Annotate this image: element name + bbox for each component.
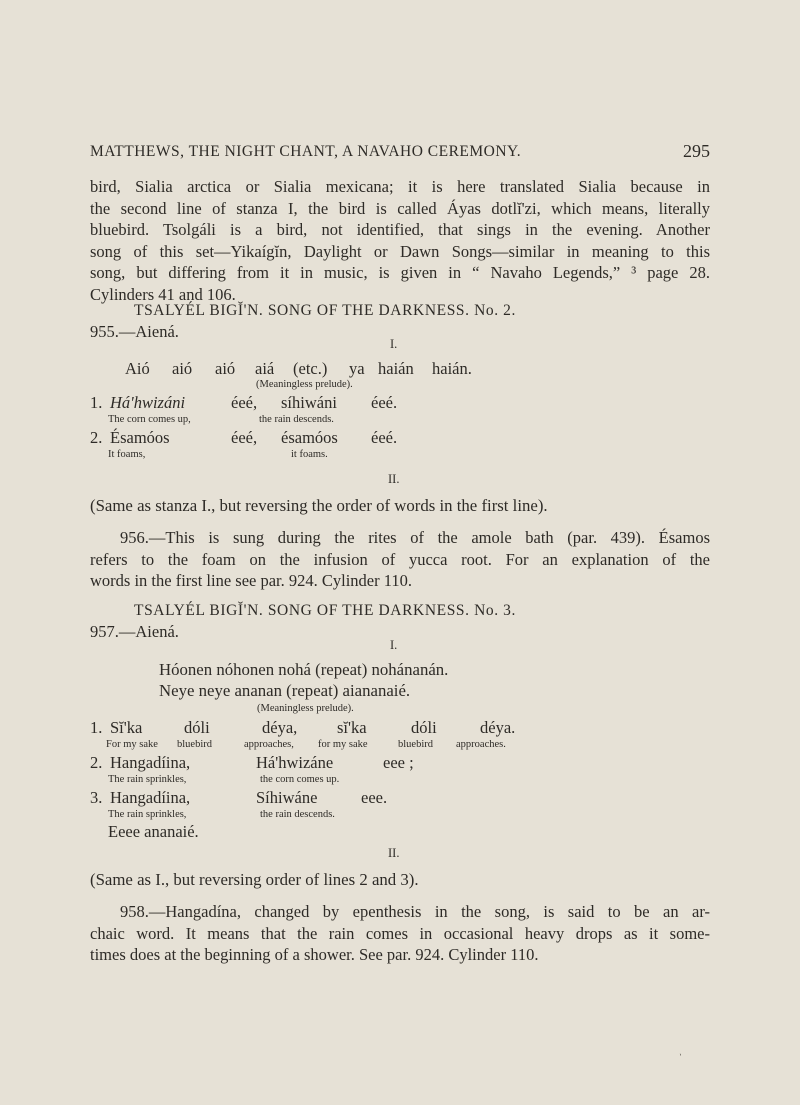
gloss: approaches. (456, 739, 506, 750)
gloss: bluebird (177, 739, 212, 750)
text-line: times does at the beginning of a shower. See par. 924. Cylinder 110. (90, 945, 539, 964)
prelude-line: Hóonen nóhonen nohá (repeat) nohánanán. (159, 660, 449, 679)
text-line: bird, Sialia arctica or Sialia mexicana; it is here translated Sialia because in (90, 177, 710, 196)
verse-word: éeé, (231, 393, 258, 412)
verse-word: Aió (125, 359, 150, 378)
text-line: song, but differing from it in music, is given in “ Navaho Legends,” ³ page 28. (90, 263, 710, 282)
running-title: MATTHEWS, THE NIGHT CHANT, A NAVAHO CEREMONY. (90, 143, 522, 160)
page-number: 295 (683, 141, 710, 161)
stanza-label: II. (388, 846, 400, 860)
gloss: The rain sprinkles, (108, 774, 187, 785)
line-number: 1. (90, 718, 103, 737)
paragraph-958 (90, 901, 710, 966)
verse-word: éeé, (231, 428, 258, 447)
line-number: 3. (90, 788, 103, 807)
verse-word: dóli (184, 718, 210, 737)
stanza-label: II. (388, 472, 400, 486)
verse-word: déya, (262, 718, 298, 737)
verse-word: Hangadíina, (110, 788, 191, 807)
verse-word: síhiwáni (281, 393, 337, 412)
stanza-label: I. (390, 337, 398, 351)
prelude-note: (Meaningless prelude). (256, 379, 353, 390)
prelude-note: (Meaningless prelude). (257, 703, 354, 714)
text-line: 958.—Hangadína, changed by epenthesis in the song, is said to be an ar- (120, 902, 710, 921)
paragraph-956 (90, 527, 710, 592)
line-number: 2. (90, 428, 103, 447)
text-line: chaic word. It means that the rain comes in occasional heavy drops as it some- (90, 923, 710, 943)
verse-word: éeé. (371, 428, 398, 447)
verse-word: déya. (480, 718, 516, 737)
gloss: For my sake (106, 739, 158, 750)
verse-word: éeé. (371, 393, 398, 412)
verse-word: eee ; (383, 753, 414, 772)
verse-word: haián. (432, 359, 472, 378)
verse-word: Síhiwáne (256, 788, 318, 807)
gloss: bluebird (398, 739, 433, 750)
stanza-note: (Same as stanza I., but reversing the order of words in the first line). (90, 496, 548, 515)
intro-paragraph (90, 176, 710, 305)
closing-line: Eeee ananaié. (108, 822, 199, 841)
verse-word: ésamóos (281, 428, 338, 447)
running-header (90, 143, 710, 161)
verse-word: (etc.) (293, 359, 328, 378)
text-line: words in the first line see par. 924. Cylinder 110. (90, 571, 412, 590)
text-line: 956.—This is sung during the rites of the amole bath (par. 439). Ésamos (120, 528, 710, 547)
gloss: The rain sprinkles, (108, 809, 187, 820)
section-number: 957.—Aiená. (90, 622, 179, 641)
prelude-line: Neye neye ananan (repeat) aiananaié. (159, 681, 411, 700)
verse-word: aió (172, 359, 193, 378)
verse-word: sĭ'ka (337, 718, 367, 737)
song-title: TSALYÉL BIGĬ'N. SONG OF THE DARKNESS. No. 2. (134, 302, 516, 319)
section-number: 955.—Aiená. (90, 322, 179, 341)
verse-word: dóli (411, 718, 437, 737)
text-line: song of this set—Yikaígĭn, Daylight or Dawn Songs—similar in meaning to this (90, 241, 710, 261)
gloss: the rain descends. (259, 414, 334, 425)
gloss: It foams, (108, 449, 146, 460)
text-line: the second line of stanza I, the bird is called Áyas dotlĭ'zi, which means, literally (90, 198, 710, 218)
verse-word: eee. (361, 788, 388, 807)
gloss: the corn comes up. (260, 774, 340, 785)
stanza-note: (Same as I., but reversing order of lines 2 and 3). (90, 870, 419, 889)
stray-mark: ˎ (678, 1046, 688, 1057)
stanza-label: I. (390, 638, 398, 652)
verse-word: aió (215, 359, 236, 378)
verse-word: Há'hwizáni (110, 393, 186, 412)
text-line: Cylinders 41 and 106. (90, 284, 236, 304)
verse-word: Sĭ'ka (110, 718, 143, 737)
verse-word: Ésamóos (110, 428, 170, 447)
verse-word: Hangadíina, (110, 753, 191, 772)
verse-word: ya (349, 359, 365, 378)
gloss: for my sake (318, 739, 368, 750)
text-line: bluebird. Tsolgáli is a bird, not identified, that sings in the evening. Another (90, 220, 710, 239)
verse-word: haián (378, 359, 414, 378)
text-line: refers to the foam on the infusion of yucca root. For an explanation of the (90, 549, 710, 569)
gloss: it foams. (291, 449, 328, 460)
gloss: the rain descends. (260, 809, 335, 820)
line-number: 1. (90, 393, 103, 412)
gloss: The corn comes up, (108, 414, 191, 425)
gloss: approaches, (244, 739, 294, 750)
verse-word: Há'hwizáne (256, 753, 334, 772)
line-number: 2. (90, 753, 103, 772)
song-title: TSALYÉL BIGĬ'N. SONG OF THE DARKNESS. No. 3. (134, 602, 516, 619)
verse-word: aiá (255, 359, 275, 378)
